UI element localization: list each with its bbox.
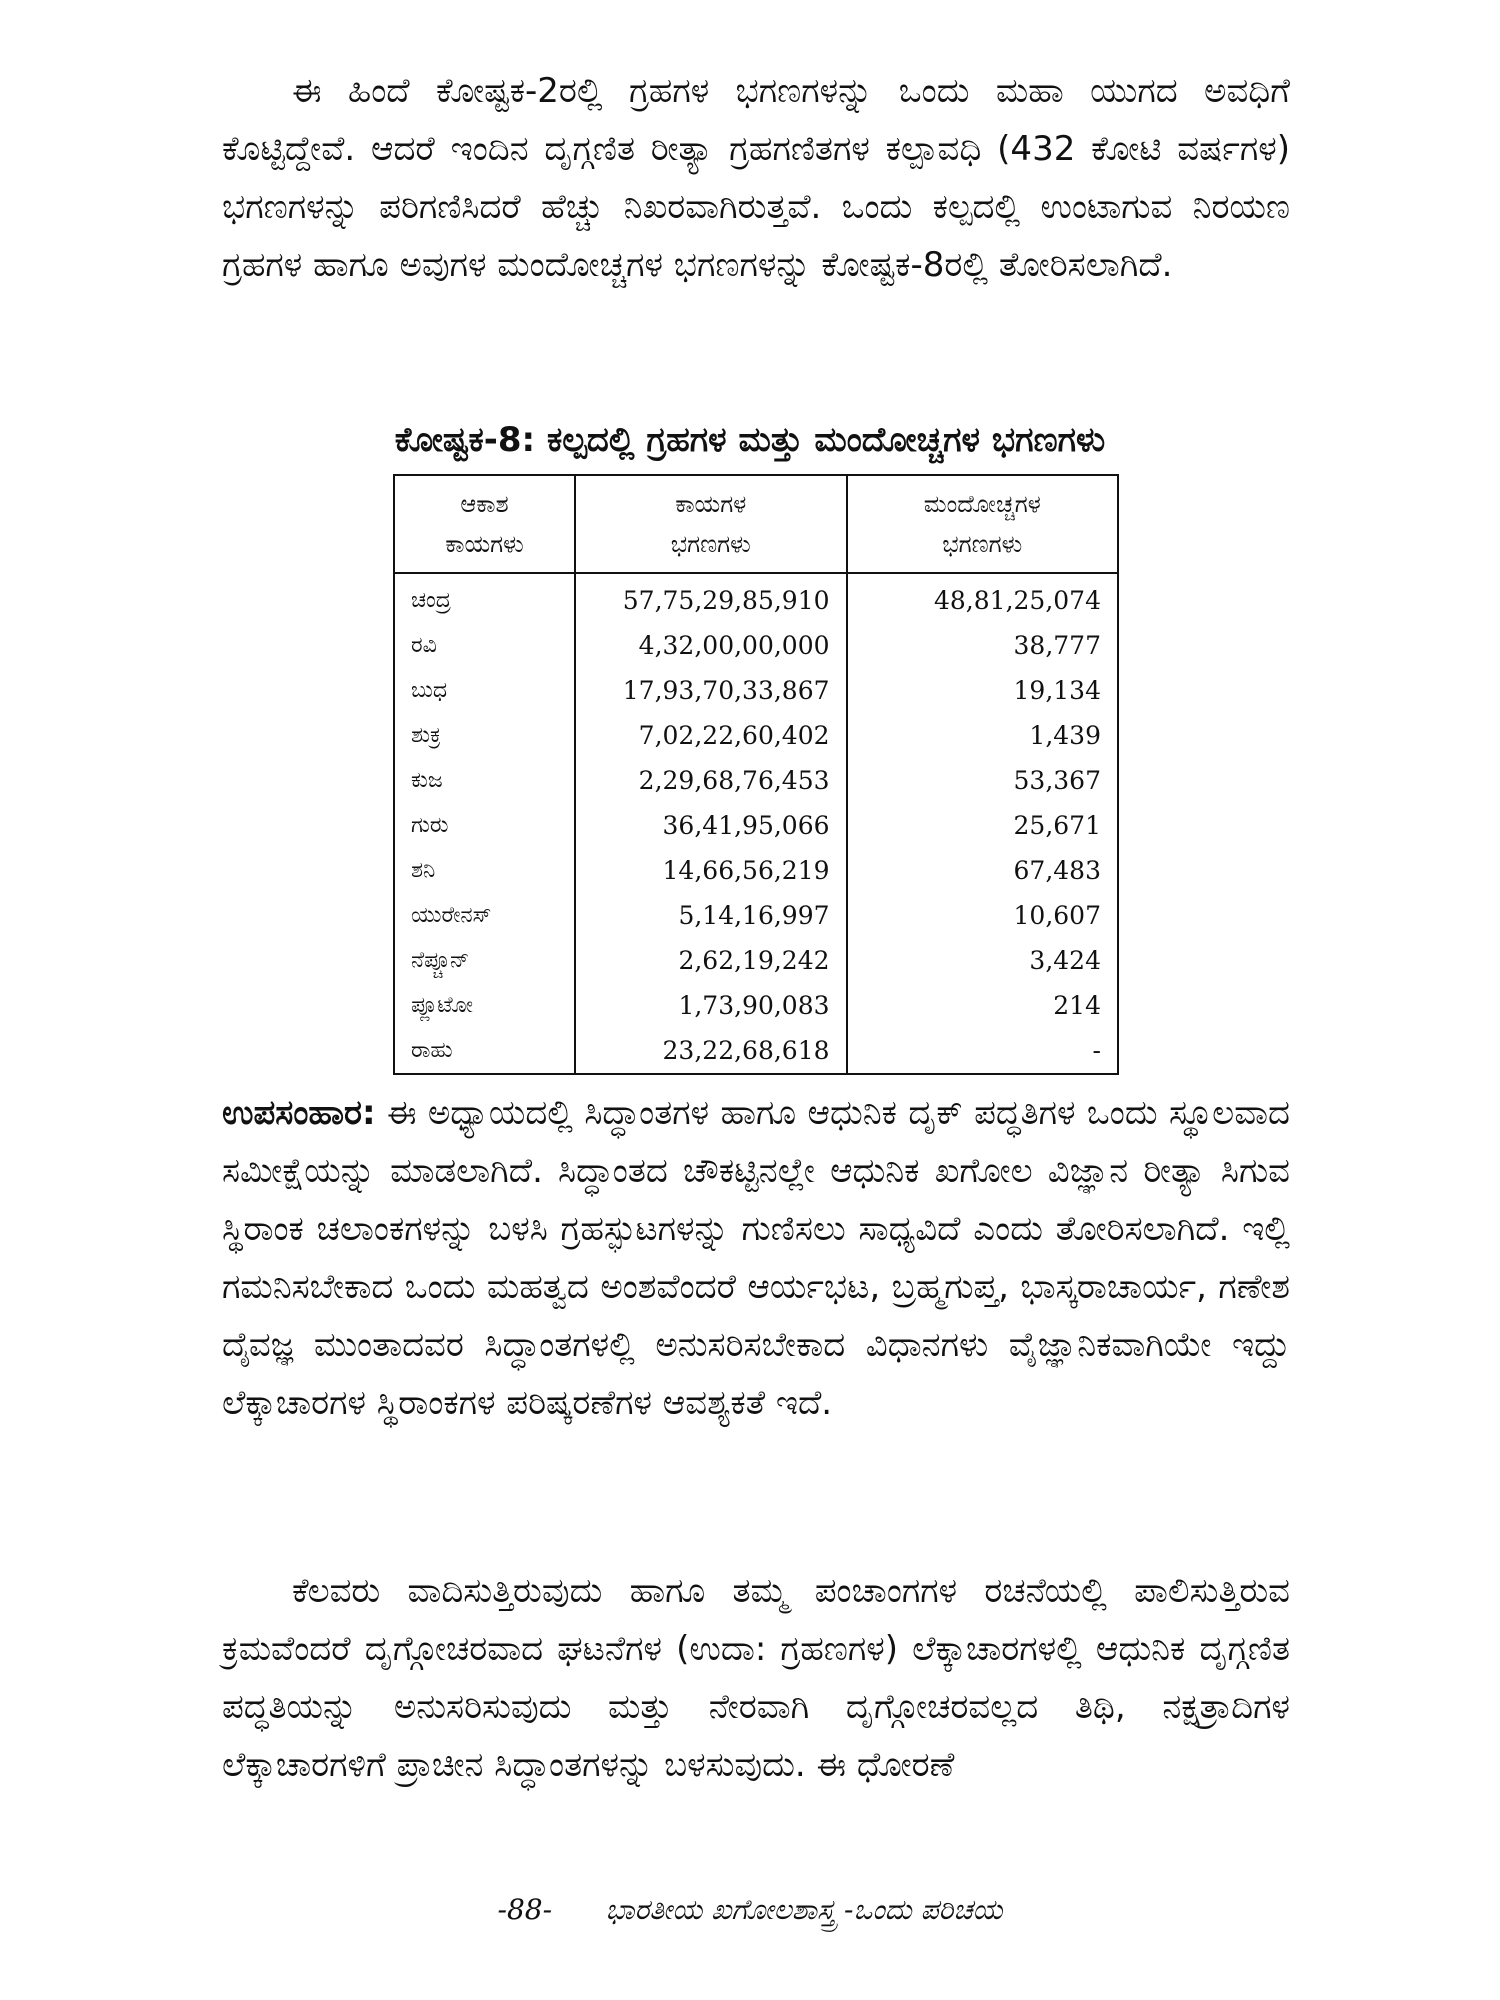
planet-revolutions-table (393, 474, 1119, 1075)
body-name: ಚಂದ್ರ (394, 573, 575, 623)
apsis-revolutions: 214 (847, 983, 1118, 1028)
conclusion-paragraph (222, 1084, 1290, 1432)
body-revolutions: 23,22,68,618 (575, 1028, 847, 1074)
table-row (394, 938, 1118, 983)
body-name: ರವಿ (394, 623, 575, 668)
body-name: ಯುರೇನಸ್ (394, 893, 575, 938)
apsis-revolutions: - (847, 1028, 1118, 1074)
body-name: ರಾಹು (394, 1028, 575, 1074)
table-caption: ಕೋಷ್ಟಕ-8: ಕಲ್ಪದಲ್ಲಿ ಗ್ರಹಗಳ ಮತ್ತು ಮಂದೋಚ್ಚಗಳ ಭಗಣಗಳು (394, 420, 1106, 460)
book-title: ಭಾರತೀಯ ಖಗೋಲಶಾಸ್ತ್ರ -ಒಂದು ಪರಿಚಯ (605, 1893, 1003, 1926)
apsis-revolutions: 48,81,25,074 (847, 573, 1118, 623)
apsis-revolutions: 19,134 (847, 668, 1118, 713)
table-row (394, 623, 1118, 668)
body-revolutions: 36,41,95,066 (575, 803, 847, 848)
body-revolutions: 2,29,68,76,453 (575, 758, 847, 803)
body-name: ಗುರು (394, 803, 575, 848)
table-row (394, 758, 1118, 803)
table-row (394, 668, 1118, 713)
body-revolutions: 57,75,29,85,910 (575, 573, 847, 623)
header-apsis-revolutions (847, 475, 1118, 573)
apsis-revolutions: 10,607 (847, 893, 1118, 938)
table-row (394, 803, 1118, 848)
closing-paragraph: ಕೆಲವರು ವಾದಿಸುತ್ತಿರುವುದು ಹಾಗೂ ತಮ್ಮ ಪಂಚಾಂಗಗಳ ರಚನೆಯಲ್ಲಿ ಪಾಲಿಸುತ್ತಿರುವ ಕ್ರಮವೆಂದರೆ ದೃಗ್ಗೋಚರವಾದ ಘಟನೆಗಳ (ಉದಾ: ಗ್ರಹಣಗಳ) ಲೆಕ್ಕಾಚಾರಗಳಲ್ಲಿ ಆಧುನಿಕ ದೃಗ್ಗಣಿತ ಪದ್ಧತಿಯನ್ನು ಅನುಸರಿಸುವುದು ಮತ್ತು ನೇರವಾಗಿ ದೃಗ್ಗೋಚರವಲ್ಲದ ತಿಥಿ, ನಕ್ಷತ್ರಾದಿಗಳ ಲೆಕ್ಕಾಚಾರಗಳಿಗೆ ಪ್ರಾಚೀನ ಸಿದ್ಧಾಂತಗಳನ್ನು ಬಳಸುವುದು. ಈ ಧೋರಣೆ (222, 1571, 1290, 1785)
body-name: ಶನಿ (394, 848, 575, 893)
table-row (394, 1028, 1118, 1074)
conclusion-text: ಈ ಅಧ್ಯಾಯದಲ್ಲಿ ಸಿದ್ಧಾಂತಗಳ ಹಾಗೂ ಆಧುನಿಕ ದೃಕ್ ಪದ್ಧತಿಗಳ ಒಂದು ಸ್ಥೂಲವಾದ ಸಮೀಕ್ಷೆಯನ್ನು ಮಾಡಲಾಗಿದೆ. ಸಿದ್ಧಾಂತದ ಚೌಕಟ್ಟಿನಲ್ಲೇ ಆಧುನಿಕ ಖಗೋಲ ವಿಜ್ಞಾನ ರೀತ್ಯಾ ಸಿಗುವ ಸ್ಥಿರಾಂಕ ಚಲಾಂಕಗಳನ್ನು ಬಳಸಿ ಗ್ರಹಸ್ಫುಟಗಳನ್ನು ಗುಣಿಸಲು ಸಾಧ್ಯವಿದೆ ಎಂದು ತೋರಿಸಲಾಗಿದೆ. ಇಲ್ಲಿ ಗಮನಿಸಬೇಕಾದ ಒಂದು ಮಹತ್ವದ ಅಂಶವೆಂದರೆ ಆರ್ಯಭಟ, ಬ್ರಹ್ಮಗುಪ್ತ, ಭಾಸ್ಕರಾಚಾರ್ಯ, ಗಣೇಶ ದೈವಜ್ಞ ಮುಂತಾದವರ ಸಿದ್ಧಾಂತಗಳಲ್ಲಿ ಅನುಸರಿಸಬೇಕಾದ ವಿಧಾನಗಳು ವೈಜ್ಞಾನಿಕವಾಗಿಯೇ ಇದ್ದು ಲೆಕ್ಕಾಚಾರಗಳ ಸ್ಥಿರಾಂಕಗಳ ಪರಿಷ್ಕರಣೆಗಳ ಆವಶ್ಯಕತೆ ಇದೆ. (222, 1093, 1290, 1423)
body-name: ಬುಧ (394, 668, 575, 713)
apsis-revolutions: 1,439 (847, 713, 1118, 758)
body-revolutions: 1,73,90,083 (575, 983, 847, 1028)
intro-paragraph: ಈ ಹಿಂದೆ ಕೋಷ್ಟಕ-2ರಲ್ಲಿ ಗ್ರಹಗಳ ಭಗಣಗಳನ್ನು ಒಂದು ಮಹಾ ಯುಗದ ಅವಧಿಗೆ ಕೊಟ್ಟಿದ್ದೇವೆ. ಆದರೆ ಇಂದಿನ ದೃಗ್ಗಣಿತ ರೀತ್ಯಾ ಗ್ರಹಗಣಿತಗಳ ಕಲ್ಪಾವಧಿ (432 ಕೋಟಿ ವರ್ಷಗಳ) ಭಗಣಗಳನ್ನು ಪರಿಗಣಿಸಿದರೆ ಹೆಚ್ಚು ನಿಖರವಾಗಿರುತ್ತವೆ. ಒಂದು ಕಲ್ಪದಲ್ಲಿ ಉಂಟಾಗುವ ನಿರಯಣ ಗ್ರಹಗಳ ಹಾಗೂ ಅವುಗಳ ಮಂದೋಚ್ಚಗಳ ಭಗಣಗಳನ್ನು ಕೋಷ್ಟಕ-8ರಲ್ಲಿ ತೋರಿಸಲಾಗಿದೆ. (222, 71, 1290, 285)
conclusion-heading: ಉಪಸಂಹಾರ: (222, 1093, 376, 1133)
table-row (394, 893, 1118, 938)
body-revolutions: 2,62,19,242 (575, 938, 847, 983)
body-revolutions: 5,14,16,997 (575, 893, 847, 938)
body-name: ಶುಕ್ರ (394, 713, 575, 758)
body-revolutions: 17,93,70,33,867 (575, 668, 847, 713)
table-row (394, 848, 1118, 893)
header-line: ಭಗಣಗಳು (942, 530, 1023, 558)
body-revolutions: 4,32,00,00,000 (575, 623, 847, 668)
header-celestial-bodies (394, 475, 575, 573)
header-line: ಕಾಯಗಳು (445, 530, 524, 558)
body-name: ನೆಪ್ಚೂನ್ (394, 938, 575, 983)
table-row (394, 983, 1118, 1028)
body-revolutions: 7,02,22,60,402 (575, 713, 847, 758)
apsis-revolutions: 38,777 (847, 623, 1118, 668)
apsis-revolutions: 3,424 (847, 938, 1118, 983)
body-name: ಕುಜ (394, 758, 575, 803)
header-line: ಭಗಣಗಳು (670, 530, 751, 558)
apsis-revolutions: 25,671 (847, 803, 1118, 848)
page-footer (150, 1890, 1350, 1930)
table-row (394, 573, 1118, 623)
header-body-revolutions (575, 475, 847, 573)
apsis-revolutions: 53,367 (847, 758, 1118, 803)
header-line: ಮಂದೋಚ್ಚಗಳ (923, 490, 1041, 518)
apsis-revolutions: 67,483 (847, 848, 1118, 893)
header-line: ಕಾಯಗಳ (675, 490, 747, 518)
table-row (394, 713, 1118, 758)
body-name: ಪ್ಲೂಟೋ (394, 983, 575, 1028)
body-revolutions: 14,66,56,219 (575, 848, 847, 893)
header-line: ಆಕಾಶ (460, 490, 509, 518)
table-header-row (394, 475, 1118, 573)
page-number: -88- (497, 1893, 553, 1926)
